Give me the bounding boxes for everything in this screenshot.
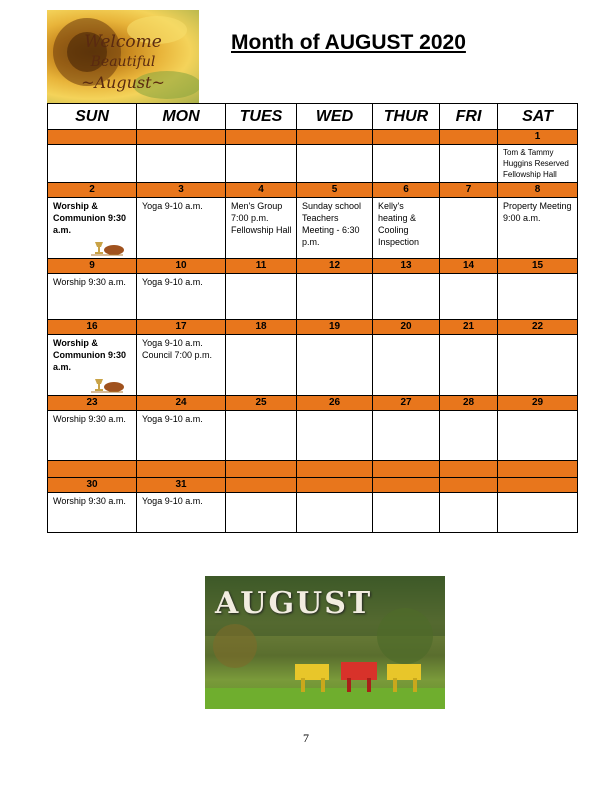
day-number: 31 [137,478,226,493]
week-3-events [48,274,578,320]
event-cell-communion [48,198,137,259]
day-number: 23 [48,396,137,411]
week-2-events [48,198,578,259]
day-number [297,478,373,493]
day-number [297,130,373,145]
event-cell [498,274,578,320]
day-number: 20 [373,320,440,335]
day-number: 9 [48,259,137,274]
day-number [373,130,440,145]
event-cell [297,335,373,396]
day-number: 14 [440,259,498,274]
august-word: AUGUST [215,586,373,621]
event-cell: Men's Group 7:00 p.m. Fellowship Hall [226,198,297,259]
event-cell [373,274,440,320]
day-number: 11 [226,259,297,274]
red-chair [341,662,377,680]
page-number: 7 [303,731,309,745]
event-cell [297,411,373,461]
event-cell: Yoga 9-10 a.m. Council 7:00 p.m. [137,335,226,396]
event-cell [373,493,440,533]
event-cell: Yoga 9-10 a.m. [137,411,226,461]
event-cell [373,335,440,396]
event-cell [498,335,578,396]
event-text: Worship & Communion 9:30 a.m. [53,201,127,235]
event-cell [297,493,373,533]
event-cell [440,145,498,183]
event-cell [297,145,373,183]
event-cell [48,145,137,183]
welcome-line-2: Beautiful [90,54,156,70]
day-number: 6 [373,183,440,198]
event-cell: Worship 9:30 a.m. [48,493,137,533]
day-header-tues: TUES [226,104,297,130]
day-number: 21 [440,320,498,335]
day-number: 30 [48,478,137,493]
day-number: 26 [297,396,373,411]
day-number [498,478,578,493]
day-number: 13 [373,259,440,274]
yellow-chair [387,664,421,680]
day-header-sun: SUN [48,104,137,130]
page-title: Month of AUGUST 2020 [231,31,466,54]
day-number: 22 [498,320,578,335]
weekday-header-row [48,104,578,130]
day-number [48,130,137,145]
event-cell: Property Meeting 9:00 a.m. [498,198,578,259]
event-cell: Worship 9:30 a.m. [48,411,137,461]
august-chairs-image [205,576,445,709]
day-number: 17 [137,320,226,335]
yellow-chair [295,664,329,680]
day-number [226,478,297,493]
welcome-line-1: Welcome [84,32,162,52]
day-number [440,478,498,493]
event-cell [440,335,498,396]
day-header-wed: WED [297,104,373,130]
day-header-fri: FRI [440,104,498,130]
calendar-table [47,103,578,533]
week-2-day-numbers [48,183,578,198]
event-cell [226,493,297,533]
week-1-day-numbers [48,130,578,145]
day-header-thur: THUR [373,104,440,130]
day-number: 15 [498,259,578,274]
day-number: 12 [297,259,373,274]
day-number: 27 [373,396,440,411]
week-5-events [48,411,578,461]
day-number: 2 [48,183,137,198]
day-number [373,478,440,493]
communion-icon [89,238,125,256]
event-cell [498,411,578,461]
event-cell [226,335,297,396]
communion-icon [89,375,125,393]
day-number [226,130,297,145]
day-number: 5 [297,183,373,198]
event-cell: Yoga 9-10 a.m. [137,198,226,259]
welcome-line-3: ~August~ [81,73,165,92]
event-cell: Yoga 9-10 a.m. [137,274,226,320]
event-cell [297,274,373,320]
event-cell [498,493,578,533]
day-number: 7 [440,183,498,198]
week-4-events [48,335,578,396]
event-cell [440,411,498,461]
week-spacer [48,461,578,478]
event-cell-communion [48,335,137,396]
event-cell [440,274,498,320]
event-cell [440,493,498,533]
event-cell: Kelly's heating & Cooling Inspection [373,198,440,259]
day-number: 29 [498,396,578,411]
week-3-day-numbers [48,259,578,274]
day-number: 18 [226,320,297,335]
day-number: 24 [137,396,226,411]
day-number: 4 [226,183,297,198]
event-cell: Sunday school Teachers Meeting - 6:30 p.m. [297,198,373,259]
week-1-events [48,145,578,183]
event-cell: Yoga 9-10 a.m. [137,493,226,533]
day-number: 10 [137,259,226,274]
day-header-sat: SAT [498,104,578,130]
day-number: 8 [498,183,578,198]
event-cell [226,411,297,461]
event-text: Worship & Communion 9:30 a.m. [53,338,127,372]
event-cell [373,411,440,461]
day-number: 25 [226,396,297,411]
day-number: 19 [297,320,373,335]
week-4-day-numbers [48,320,578,335]
day-header-mon: MON [137,104,226,130]
event-cell: Worship 9:30 a.m. [48,274,137,320]
day-number: 3 [137,183,226,198]
week-5-day-numbers [48,396,578,411]
day-number: 28 [440,396,498,411]
event-cell [226,274,297,320]
week-6-events [48,493,578,533]
day-number: 16 [48,320,137,335]
event-cell: Tom & Tammy Huggins Reserved Fellowship Hall [498,145,578,183]
week-6-day-numbers [48,478,578,493]
event-cell [137,145,226,183]
welcome-august-image [47,10,199,103]
day-number [440,130,498,145]
event-cell [373,145,440,183]
day-number: 1 [498,130,578,145]
event-cell [440,198,498,259]
event-cell [226,145,297,183]
day-number [137,130,226,145]
